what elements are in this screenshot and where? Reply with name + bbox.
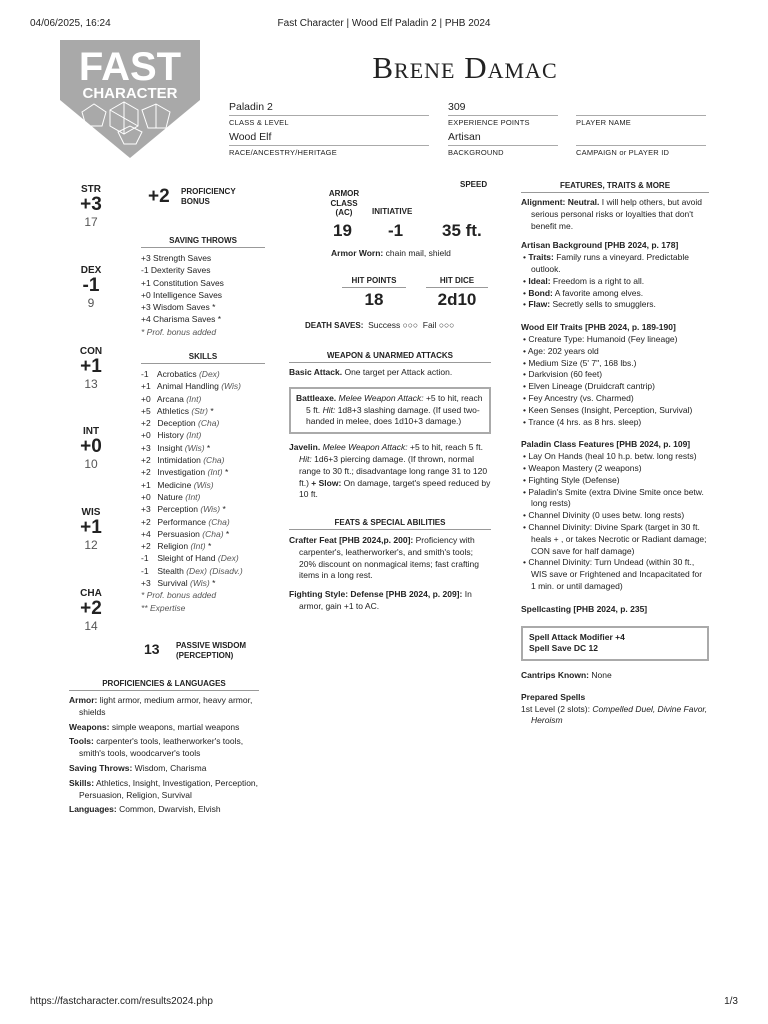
- paladin-feature-item: • Fighting Style (Defense): [523, 474, 620, 485]
- armor-worn: [331, 248, 451, 258]
- fast-character-logo[interactable]: [60, 40, 200, 158]
- death-saves-fail-circles[interactable]: ○○○: [438, 320, 455, 330]
- ability-dex: [70, 265, 112, 310]
- passive-wisdom-value: 13: [144, 641, 160, 657]
- character-name: Brene Damac: [372, 50, 558, 85]
- prepared-spells: [521, 704, 709, 728]
- skill-name: History: [157, 430, 184, 441]
- skill-item: [141, 454, 265, 466]
- alignment-text: I will help others, but avoid serious personal risks or loyalties that don't benefit me.: [531, 197, 702, 231]
- background-trait-label: Ideal:: [528, 275, 551, 286]
- cantrips-label: Cantrips Known:: [521, 670, 589, 681]
- death-saves-fail-label: Fail: [422, 320, 437, 330]
- javelin-attack: [289, 442, 491, 501]
- skill-item: [141, 368, 265, 380]
- background-trait-label: Bond:: [528, 287, 553, 298]
- wood-elf-traits-list: [521, 334, 709, 428]
- skill-proficiency-mark: *: [207, 541, 212, 552]
- proficiency-bonus-value: +2: [148, 186, 170, 207]
- proficiency-item-text: simple weapons, martial weapons: [111, 721, 240, 732]
- javelin-to-hit: +5 to hit, reach 5 ft.: [409, 442, 483, 453]
- experience-points-label: EXPERIENCE POINTS: [448, 118, 530, 127]
- skill-name: Religion: [157, 541, 189, 552]
- passive-wisdom-label: [176, 641, 246, 661]
- proficiency-item: [69, 778, 259, 802]
- javelin-type: Melee Weapon Attack:: [322, 442, 408, 453]
- proficiency-item-label: Skills:: [69, 777, 95, 788]
- ability-modifier: +0: [80, 436, 102, 457]
- ability-score: 14: [84, 619, 98, 633]
- ability-modifier: +1: [80, 517, 102, 538]
- feat-text: In armor, gain +1 to AC.: [299, 589, 472, 611]
- proficiency-item-text: Common, Dwarvish, Elvish: [119, 804, 221, 815]
- paladin-feature-item: • Channel Divinity: Divine Spark (target in 30 ft. heals + , or takes Necrotic or Radiant damage; CON save for half damage): [523, 521, 707, 556]
- ability-modifier: +3: [80, 194, 102, 215]
- skill-name: Medicine: [157, 479, 192, 490]
- death-saves-success-circles[interactable]: ○○○: [402, 320, 419, 330]
- skill-modifier: +2: [141, 467, 151, 478]
- campaign-field[interactable]: [576, 131, 706, 157]
- proficiency-item-text: light armor, medium armor, heavy armor, shields: [79, 695, 253, 717]
- features-heading: FEATURES, TRAITS & MORE: [521, 181, 709, 193]
- attacks-heading: WEAPON & UNARMED ATTACKS: [289, 351, 491, 363]
- spellcasting-heading: Spellcasting [PHB 2024, p. 235]: [521, 603, 648, 614]
- skill-name: Sleight of Hand: [157, 553, 216, 564]
- saving-throw-item: +0 Intelligence Saves: [141, 289, 223, 300]
- skill-item: [141, 491, 265, 503]
- wood-elf-trait-text: Keen Senses (Insight, Perception, Survival): [528, 404, 693, 415]
- skill-item: [141, 405, 265, 417]
- passive-wisdom-label-line1: PASSIVE WISDOM: [176, 641, 247, 650]
- skill-name: Athletics: [156, 405, 190, 416]
- hit-dice-label: HIT DICE: [426, 276, 488, 288]
- alignment-label: Alignment: Neutral.: [521, 197, 600, 207]
- skill-name: Insight: [157, 442, 183, 453]
- background-trait-item: • Traits: Family runs a vineyard. Predictable outlook.: [523, 252, 689, 274]
- player-name-value: [576, 101, 706, 116]
- speed-label: SPEED: [460, 180, 488, 189]
- skill-proficiency-mark: *: [224, 467, 229, 478]
- skill-name: Performance: [157, 516, 207, 527]
- logo-text-fast: FAST: [78, 45, 182, 89]
- proficiency-item-text: Wisdom, Charisma: [134, 762, 207, 773]
- death-saves: [305, 320, 454, 330]
- basic-attack-label: Basic Attack.: [289, 367, 343, 377]
- skill-modifier: +3: [141, 504, 151, 515]
- skill-modifier: +0: [141, 430, 151, 441]
- skill-name: Acrobatics: [156, 369, 197, 379]
- proficiency-item-label: Languages:: [69, 804, 117, 815]
- wood-elf-heading: Wood Elf Traits [PHB 2024, p. 189-190]: [521, 322, 676, 333]
- ability-score: 9: [87, 296, 95, 310]
- hit-points-value: 18: [364, 290, 384, 309]
- saving-throw-item: +1 Constitution Saves: [141, 277, 224, 288]
- skill-modifier: +0: [141, 491, 151, 502]
- passive-wisdom-label-line2: (PERCEPTION): [176, 651, 234, 660]
- skill-item: [141, 528, 265, 540]
- ability-name: WIS: [81, 507, 101, 518]
- proficiency-item: [69, 736, 259, 760]
- skill-name: Arcana: [156, 393, 184, 404]
- cantrips-known: [521, 670, 709, 682]
- skill-name: Perception: [157, 504, 199, 515]
- background-field[interactable]: [448, 131, 558, 157]
- saving-throws-list: [141, 252, 265, 338]
- armor-class-label: ARMOR CLASS (AC): [328, 189, 360, 217]
- saving-throw-item: +3 Wisdom Saves *: [141, 302, 216, 313]
- battleaxe-to-hit: +5 to hit, reach 5 ft.: [306, 392, 483, 415]
- skills-list: [141, 368, 265, 589]
- skill-item: [141, 516, 265, 528]
- saving-throw-item: +4 Charisma Saves *: [141, 314, 222, 325]
- proficiency-item-label: Armor:: [69, 695, 98, 705]
- skill-item: [141, 380, 265, 392]
- experience-points-field[interactable]: [448, 101, 558, 127]
- prepared-spells-list: Compelled Duel, Divine Favor, Heroism: [531, 703, 708, 726]
- proficiency-item: [69, 763, 259, 775]
- proficiency-item: [69, 804, 259, 816]
- skill-item: [141, 577, 265, 589]
- ability-cha: [70, 588, 112, 633]
- experience-points-value: 309: [448, 101, 558, 116]
- wood-elf-trait-item: • Fey Ancestry (vs. Charmed): [523, 392, 634, 403]
- saving-throws-section: [141, 236, 265, 338]
- wood-elf-trait-text: Darkvision (60 feet): [528, 369, 603, 380]
- wood-elf-trait-text: Age: 202 years old: [527, 345, 599, 356]
- skill-item: [141, 417, 265, 429]
- skill-item: [141, 552, 265, 564]
- battleaxe-hit-label: Hit:: [322, 404, 336, 415]
- armor-class-value: 19: [333, 221, 352, 240]
- initiative-label: INITIATIVE: [372, 207, 413, 216]
- skill-attribute: (Int): [185, 491, 201, 502]
- paladin-feature-text: Fighting Style (Defense): [528, 474, 620, 485]
- skill-modifier: +2: [141, 541, 151, 552]
- proficiency-item-label: Saving Throws:: [69, 762, 133, 773]
- skills-heading: SKILLS: [141, 352, 265, 364]
- ability-name: CHA: [80, 588, 102, 599]
- skill-name: Animal Handling: [156, 381, 219, 392]
- background-trait-item: • Bond: A favorite among elves.: [523, 287, 644, 298]
- hit-dice-value: 2d10: [437, 290, 477, 309]
- skill-attribute: (Cha): [198, 418, 220, 429]
- skill-attribute: (Dex) (Disadv.): [186, 565, 243, 576]
- logo-shield-graphic: [60, 40, 200, 158]
- race-label: RACE/ANCESTRY/HERITAGE: [229, 148, 337, 157]
- javelin-hit-label: Hit:: [299, 453, 312, 464]
- ability-str: [70, 184, 112, 229]
- proficiencies-heading: PROFICIENCIES & LANGUAGES: [69, 679, 259, 691]
- battleaxe-attack-box: [289, 387, 491, 434]
- prepared-level-label: 1st Level (2 slots):: [521, 703, 590, 714]
- player-name-field[interactable]: [576, 101, 706, 127]
- wood-elf-trait-item: • Darkvision (60 feet): [523, 369, 603, 380]
- race-field[interactable]: [229, 131, 429, 157]
- background-heading: Artisan Background [PHB 2024, p. 178]: [521, 240, 679, 251]
- attacks-section: [289, 351, 491, 501]
- background-trait-label: Traits:: [528, 252, 554, 263]
- skill-attribute: (Wis): [189, 578, 210, 589]
- armor-worn-value: chain mail, shield: [385, 248, 451, 258]
- skill-proficiency-mark: *: [212, 578, 216, 589]
- wood-elf-trait-text: Creature Type: Humanoid (Fey lineage): [528, 333, 678, 344]
- feat-label: Crafter Feat [PHB 2024,p. 200]:: [289, 535, 414, 545]
- proficiency-label-line1: PROFICIENCY: [181, 187, 236, 196]
- ability-score: 10: [84, 457, 98, 471]
- basic-attack: [289, 367, 491, 379]
- skill-name: Intimidation: [157, 455, 201, 466]
- class-level-value: Paladin 2: [229, 101, 429, 116]
- proficiency-item: [69, 722, 259, 734]
- skill-modifier: +1: [141, 479, 151, 490]
- ability-name: STR: [81, 184, 101, 195]
- proficiencies-list: [69, 695, 259, 816]
- skill-item: [141, 503, 265, 515]
- skill-modifier: +2: [141, 516, 151, 527]
- feat-label: Fighting Style: Defense [PHB 2024, p. 209]:: [289, 589, 463, 600]
- paladin-feature-text: Lay On Hands (heal 10 h.p. betw. long rests): [528, 451, 697, 462]
- skill-attribute: (Cha): [202, 528, 224, 539]
- background-trait-item: • Ideal: Freedom is a right to all.: [523, 275, 645, 286]
- ability-name: DEX: [80, 265, 102, 276]
- hit-points-label: HIT POINTS: [342, 276, 406, 288]
- background-label: BACKGROUND: [448, 148, 504, 157]
- paladin-feature-item: • Lay On Hands (heal 10 h.p. betw. long rests): [523, 451, 697, 462]
- background-traits-list: [521, 252, 709, 311]
- wood-elf-trait-item: • Elven Lineage (Druidcraft cantrip): [523, 381, 655, 392]
- proficiency-item-text: Athletics, Insight, Investigation, Perception, Persuasion, Religion, Survival: [79, 777, 259, 800]
- wood-elf-trait-item: • Age: 202 years old: [523, 345, 599, 356]
- feats-heading: FEATS & SPECIAL ABILITIES: [289, 518, 491, 530]
- logo-text-character: CHARACTER: [82, 85, 178, 102]
- skill-modifier: -1: [141, 565, 149, 576]
- background-trait-item: • Flaw: Secretly sells to smugglers.: [523, 299, 656, 310]
- skill-item: [141, 540, 265, 552]
- proficiency-item-label: Weapons:: [69, 721, 110, 732]
- skill-modifier: +0: [141, 393, 151, 404]
- paladin-feature-text: Channel Divinity: Divine Spark (target in 30 ft. heals + , or takes Necrotic or Radiant damage; CON save for half damage): [528, 521, 707, 556]
- skill-modifier: +2: [141, 418, 151, 429]
- proficiency-bonus-label: [181, 187, 236, 207]
- wood-elf-trait-text: Fey Ancestry (vs. Charmed): [528, 392, 634, 403]
- death-saves-success-label: Success: [368, 320, 401, 330]
- skill-item: [141, 466, 265, 478]
- paladin-feature-item: • Paladin's Smite (extra Divine Smite once betw. long rests): [523, 486, 704, 509]
- proficiency-item-label: Tools:: [69, 736, 94, 747]
- skill-attribute: (Str): [191, 405, 208, 416]
- skill-attribute: (Cha): [203, 455, 225, 466]
- paladin-feature-text: Weapon Mastery (2 weapons): [528, 462, 642, 473]
- skill-attribute: (Wis): [193, 479, 214, 490]
- campaign-value: [576, 131, 706, 146]
- wood-elf-trait-item: • Trance (4 hrs. as 8 hrs. sleep): [523, 416, 642, 427]
- speed-value: 35 ft.: [442, 221, 482, 240]
- ability-modifier: +1: [80, 356, 102, 377]
- feats-section: [289, 518, 491, 613]
- wood-elf-trait-text: Medium Size (5' 7", 168 lbs.): [528, 357, 637, 368]
- skill-attribute: (Cha): [208, 516, 230, 527]
- saving-throws-note: * Prof. bonus added: [141, 326, 217, 337]
- skill-item: [141, 565, 265, 577]
- skill-modifier: +5: [141, 405, 151, 416]
- ability-modifier: +2: [80, 598, 102, 619]
- alignment: [521, 197, 709, 232]
- background-trait-text: Family runs a vineyard. Predictable outlook.: [531, 252, 689, 274]
- javelin-slow-label: + Slow:: [311, 477, 342, 488]
- skill-attribute: (Dex): [217, 553, 239, 564]
- death-saves-label: DEATH SAVES:: [305, 321, 364, 330]
- skill-name: Survival: [157, 578, 188, 589]
- skill-item: [141, 442, 265, 454]
- skill-modifier: +1: [141, 381, 151, 392]
- ability-name: CON: [79, 346, 103, 357]
- ability-name: INT: [82, 426, 100, 437]
- skill-proficiency-mark: *: [206, 442, 211, 453]
- print-datetime: 04/06/2025, 16:24: [30, 18, 111, 29]
- skill-attribute: (Wis): [221, 381, 241, 392]
- javelin-damage: 1d6+3 piercing damage. (If thrown, normal range to 30 ft.; disadvantage long range 31 to 120 ft.): [299, 453, 488, 488]
- saving-throws-heading: SAVING THROWS: [141, 236, 265, 248]
- armor-worn-label: Armor Worn:: [331, 248, 384, 258]
- skill-attribute: (Int): [190, 541, 206, 552]
- javelin-name: Javelin.: [289, 442, 321, 453]
- feat-text: Proficiency with carpenter's, leatherworker's, and smith's tools; 20% discount on nonmagical items; fast crafting items in a long rest.: [299, 535, 480, 581]
- paladin-heading: Paladin Class Features [PHB 2024, p. 109]: [521, 439, 691, 450]
- skill-proficiency-mark: *: [222, 504, 226, 515]
- class-level-field[interactable]: [229, 101, 429, 127]
- skill-attribute: (Int): [186, 393, 202, 404]
- print-page-title: Fast Character | Wood Elf Paladin 2 | PHB 2024: [277, 18, 491, 29]
- background-value: Artisan: [448, 131, 558, 146]
- skill-item: [141, 479, 265, 491]
- wood-elf-trait-item: • Creature Type: Humanoid (Fey lineage): [523, 333, 678, 344]
- cantrips-value: None: [591, 670, 612, 681]
- ability-con: [70, 346, 112, 391]
- skill-name: Stealth: [157, 565, 184, 576]
- paladin-feature-item: • Weapon Mastery (2 weapons): [523, 462, 642, 473]
- javelin-slow-text: On damage, target's speed reduced by 10 ft.: [299, 477, 491, 500]
- ability-score: 13: [84, 377, 98, 391]
- skills-note-prof: * Prof. bonus added: [141, 590, 217, 601]
- feat-item: [289, 535, 491, 582]
- print-url[interactable]: https://fastcharacter.com/results2024.php: [30, 996, 213, 1007]
- wood-elf-trait-text: Trance (4 hrs. as 8 hrs. sleep): [528, 416, 642, 427]
- prepared-spells-heading: Prepared Spells: [521, 691, 586, 702]
- skill-modifier: -1: [141, 369, 149, 379]
- race-value: Wood Elf: [229, 131, 429, 146]
- background-trait-text: Secretly sells to smugglers.: [552, 299, 656, 310]
- battleaxe-type: Melee Weapon Attack:: [338, 392, 424, 403]
- paladin-feature-text: Channel Divinity (0 uses betw. long rests): [528, 510, 685, 521]
- skills-section: [141, 352, 265, 614]
- skill-proficiency-mark: *: [210, 405, 214, 416]
- ability-score: 12: [84, 538, 98, 552]
- battleaxe-damage: 1d8+3 slashing damage. (If used two-handed in melee, does 1d10+3 damage.): [306, 404, 480, 427]
- saving-throw-item: +3 Strength Saves: [141, 253, 212, 263]
- skill-modifier: +3: [141, 442, 151, 453]
- spellcasting-box: [521, 626, 709, 662]
- feat-item: [289, 589, 491, 613]
- skills-note-expertise: ** Expertise: [141, 602, 186, 613]
- background-trait-text: A favorite among elves.: [554, 287, 644, 298]
- initiative-value: -1: [388, 221, 404, 240]
- ability-wis: [70, 507, 112, 552]
- wood-elf-trait-item: • Medium Size (5' 7", 168 lbs.): [523, 357, 637, 368]
- features-section: [521, 181, 709, 727]
- wood-elf-trait-item: • Keen Senses (Insight, Perception, Survival): [523, 404, 693, 415]
- skill-item: [141, 393, 265, 405]
- spell-attack-modifier: Spell Attack Modifier +4: [529, 631, 625, 642]
- skill-name: Nature: [157, 491, 183, 502]
- battleaxe-name: Battleaxe.: [296, 392, 337, 403]
- skill-modifier: +3: [141, 578, 151, 589]
- skill-modifier: -1: [141, 553, 149, 564]
- background-trait-label: Flaw:: [528, 299, 551, 310]
- proficiency-item: [69, 695, 259, 719]
- paladin-features-list: [521, 451, 709, 593]
- skill-modifier: +2: [141, 455, 151, 466]
- proficiency-item-text: carpenter's tools, leatherworker's tools, smith's tools, woodcarver's tools: [79, 736, 244, 759]
- skill-modifier: +4: [141, 528, 151, 539]
- wood-elf-trait-text: Elven Lineage (Druidcraft cantrip): [528, 381, 655, 392]
- class-level-label: CLASS & LEVEL: [229, 118, 289, 127]
- skill-attribute: (Int): [207, 467, 223, 478]
- skill-name: Deception: [157, 418, 196, 429]
- campaign-label: CAMPAIGN or PLAYER ID: [576, 148, 670, 157]
- skill-name: Investigation: [157, 467, 206, 478]
- skill-proficiency-mark: *: [225, 528, 230, 539]
- skill-attribute: (Dex): [198, 369, 220, 379]
- skill-attribute: (Int): [186, 430, 202, 441]
- ability-score: 17: [84, 215, 98, 229]
- ability-int: [70, 426, 112, 471]
- paladin-feature-item: • Channel Divinity: Turn Undead (within 30 ft., WIS save or Frightened and Incapacitated for 1 min. or until damaged): [523, 557, 703, 591]
- spell-save-dc: Spell Save DC 12: [529, 643, 598, 654]
- ability-modifier: -1: [82, 275, 100, 296]
- skill-attribute: (Wis): [184, 442, 205, 453]
- print-page-number: 1/3: [724, 996, 738, 1007]
- saving-throw-item: -1 Dexterity Saves: [141, 265, 211, 276]
- proficiencies-section: [69, 679, 259, 819]
- proficiency-label-line2: BONUS: [181, 197, 210, 206]
- paladin-feature-text: Paladin's Smite (extra Divine Smite once betw. long rests): [528, 486, 704, 509]
- skill-attribute: (Wis): [200, 504, 221, 515]
- paladin-feature-text: Channel Divinity: Turn Undead (within 30 ft., WIS save or Frightened and Incapacitated for 1 min. or until damaged): [528, 557, 703, 591]
- paladin-feature-item: • Channel Divinity (0 uses betw. long rests): [523, 510, 685, 521]
- background-trait-text: Freedom is a right to all.: [552, 275, 645, 286]
- basic-attack-text: One target per Attack action.: [344, 367, 453, 377]
- skill-name: Persuasion: [157, 528, 200, 539]
- player-name-label: PLAYER NAME: [576, 118, 631, 127]
- skill-item: [141, 429, 265, 441]
